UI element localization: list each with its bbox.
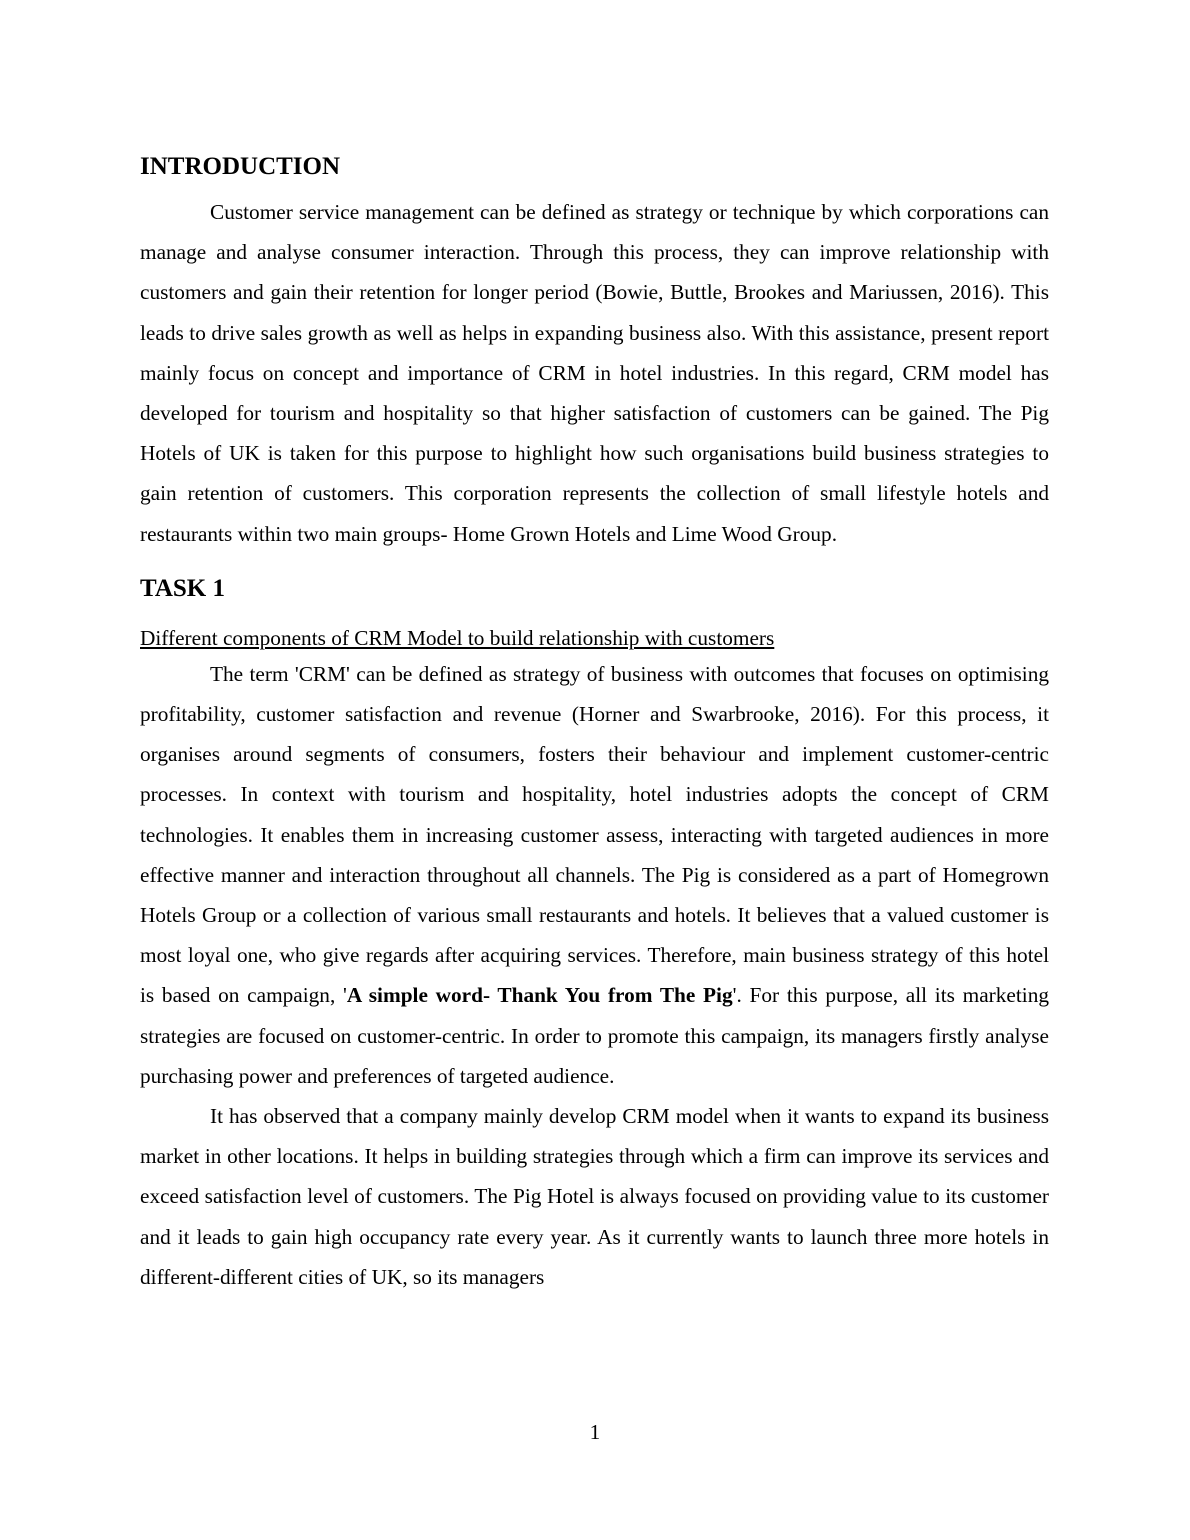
task-1-paragraph-1 bbox=[140, 654, 1049, 1096]
page-number: 1 bbox=[589, 1420, 601, 1444]
introduction-paragraph: Customer service management can be defined as strategy or technique by which corporations can manage and analyse consumer interaction. Through this process, they can improve relationship with customers and gain their retention for longer period (Bowie, Buttle, Brookes and Mariussen, 2016). This leads to drive sales growth as well as helps in expanding business also. With this assistance, present report mainly focus on concept and importance of CRM in hotel industries. In this regard, CRM model has developed for tourism and hospitality so that higher satisfaction of customers can be gained. The Pig Hotels of UK is taken for this purpose to highlight how such organisations build business strategies to gain retention of customers. This corporation represents the collection of small lifestyle hotels and restaurants within two main groups- Home Grown Hotels and Lime Wood Group. bbox=[140, 200, 1049, 546]
paragraph-text: '. For this purpose, all its marketing strategies are focused on customer-centric. In order to promote this campaign, its managers firstly analyse purchasing power and preferences of targeted audience. bbox=[140, 983, 1049, 1088]
task-1-subheading: Different components of CRM Model to build relationship with customers bbox=[140, 625, 775, 650]
task-1-heading: TASK 1 bbox=[140, 574, 225, 602]
introduction-heading: INTRODUCTION bbox=[140, 153, 341, 180]
task-1-paragraph-2: It has observed that a company mainly develop CRM model when it wants to expand its business market in other locations. It helps in building strategies through which a firm can improve its services and exceed satisfaction level of customers. The Pig Hotel is always focused on providing value to its customer and it leads to gain high occupancy rate every year. As it currently wants to launch three more hotels in different-different cities of UK, so its managers bbox=[140, 1104, 1049, 1289]
document-page bbox=[140, 150, 1049, 1297]
campaign-name: A simple word- Thank You from The Pig bbox=[346, 983, 733, 1008]
paragraph-text: The term 'CRM' can be defined as strategy of business with outcomes that focuses on optimising profitability, customer satisfaction and revenue (Horner and Swarbrooke, 2016). For this process, it organises around segments of consumers, fosters their behaviour and implement customer-centric processes. In context with tourism and hospitality, hotel industries adopts the concept of CRM technologies. It enables them in increasing customer assess, interacting with targeted audiences in more effective manner and interaction throughout all channels. The Pig is considered as a part of Homegrown Hotels Group or a collection of various small restaurants and hotels. It believes that a valued customer is most loyal one, who give regards after acquiring services. Therefore, main business strategy of this hotel is based on campaign, ' bbox=[140, 661, 1049, 1008]
